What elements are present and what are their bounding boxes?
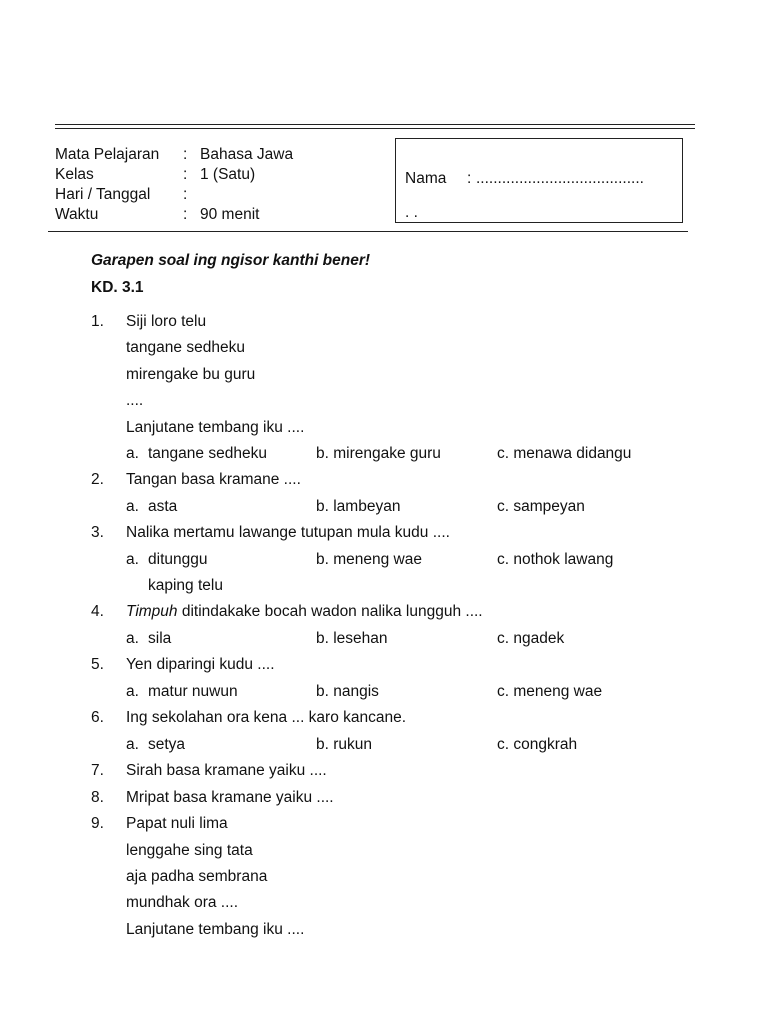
question-line: Ing sekolahan ora kena ... karo kancane. (126, 709, 407, 726)
option-text: sila (148, 630, 172, 647)
header-label-subject: Mata Pelajaran (55, 146, 160, 163)
question-number: 8. (91, 789, 104, 806)
name-label: Nama (405, 170, 447, 187)
option-b[interactable]: b. lesehan (316, 630, 388, 647)
header-sep-date: : (183, 186, 188, 203)
option-c[interactable]: c. congkrah (497, 736, 578, 753)
option-a[interactable] (126, 497, 177, 517)
question-number: 5. (91, 656, 104, 673)
question-line: Papat nuli lima (126, 815, 228, 832)
question-number: 7. (91, 762, 104, 779)
header-value-class: 1 (Satu) (200, 166, 256, 183)
option-letter: a. (126, 445, 139, 462)
option-c[interactable]: c. ngadek (497, 630, 565, 647)
name-dots-wrap: . . (405, 204, 418, 221)
option-a[interactable] (126, 735, 185, 755)
option-letter: a. (126, 683, 139, 700)
option-c[interactable]: c. meneng wae (497, 683, 603, 700)
name-dots[interactable]: ....................................... (476, 170, 644, 187)
option-a[interactable] (126, 629, 171, 649)
header-value-time: 90 menit (200, 206, 260, 223)
question-line: .... (126, 392, 144, 409)
question-number: 9. (91, 815, 104, 832)
header-sep-time: : (183, 206, 188, 223)
question-number: 3. (91, 524, 104, 541)
option-b[interactable]: b. mirengake guru (316, 445, 441, 462)
question-line: Yen diparingi kudu .... (126, 656, 275, 673)
section-title: KD. 3.1 (91, 279, 144, 296)
question-number: 4. (91, 603, 104, 620)
question-line: tangane sedheku (126, 339, 245, 356)
option-c[interactable]: c. nothok lawang (497, 551, 614, 568)
option-a-continuation: kaping telu (148, 577, 223, 594)
option-text: ditunggu (148, 551, 208, 568)
name-sep: : (467, 170, 472, 187)
top-rule-2 (55, 128, 695, 129)
option-b[interactable]: b. lambeyan (316, 498, 401, 515)
question-number: 2. (91, 471, 104, 488)
question-line: Sirah basa kramane yaiku .... (126, 762, 327, 779)
option-c[interactable]: c. menawa didangu (497, 445, 632, 462)
question-line: Mripat basa kramane yaiku .... (126, 789, 334, 806)
question-line: Nalika mertamu lawange tutupan mula kudu .... (126, 524, 450, 541)
option-letter: a. (126, 498, 139, 515)
header-value-subject: Bahasa Jawa (200, 146, 294, 163)
option-b[interactable]: b. rukun (316, 736, 373, 753)
italic-term: Timpuh (126, 603, 178, 620)
option-text: asta (148, 498, 178, 515)
question-line (126, 602, 483, 622)
question-number: 6. (91, 709, 104, 726)
header-sep-class: : (183, 166, 188, 183)
header-bottom-rule (48, 231, 688, 232)
instruction: Garapen soal ing ngisor kanthi bener! (91, 252, 371, 269)
header-sep-subject: : (183, 146, 188, 163)
question-line: Lanjutane tembang iku .... (126, 921, 305, 938)
question-number: 1. (91, 313, 104, 330)
option-c[interactable]: c. sampeyan (497, 498, 585, 515)
option-text: setya (148, 736, 186, 753)
header-label-time: Waktu (55, 206, 99, 223)
option-a[interactable] (126, 444, 267, 464)
question-line: mirengake bu guru (126, 366, 256, 383)
option-text: tangane sedheku (148, 445, 267, 462)
top-rule-1 (55, 124, 695, 125)
question-line: aja padha sembrana (126, 868, 268, 885)
question-line: lenggahe sing tata (126, 842, 253, 859)
option-text: matur nuwun (148, 683, 238, 700)
option-a[interactable] (126, 550, 207, 570)
question-line: Tangan basa kramane .... (126, 471, 301, 488)
option-letter: a. (126, 630, 139, 647)
question-line: Siji loro telu (126, 313, 207, 330)
option-a[interactable] (126, 682, 238, 702)
option-letter: a. (126, 551, 139, 568)
header-label-date: Hari / Tanggal (55, 186, 151, 203)
option-letter: a. (126, 736, 139, 753)
question-line: Lanjutane tembang iku .... (126, 419, 305, 436)
question-text: ditindakake bocah wadon nalika lungguh .... (177, 603, 483, 620)
option-b[interactable]: b. meneng wae (316, 551, 422, 568)
question-line: mundhak ora .... (126, 894, 239, 911)
option-b[interactable]: b. nangis (316, 683, 379, 700)
header-label-class: Kelas (55, 166, 94, 183)
